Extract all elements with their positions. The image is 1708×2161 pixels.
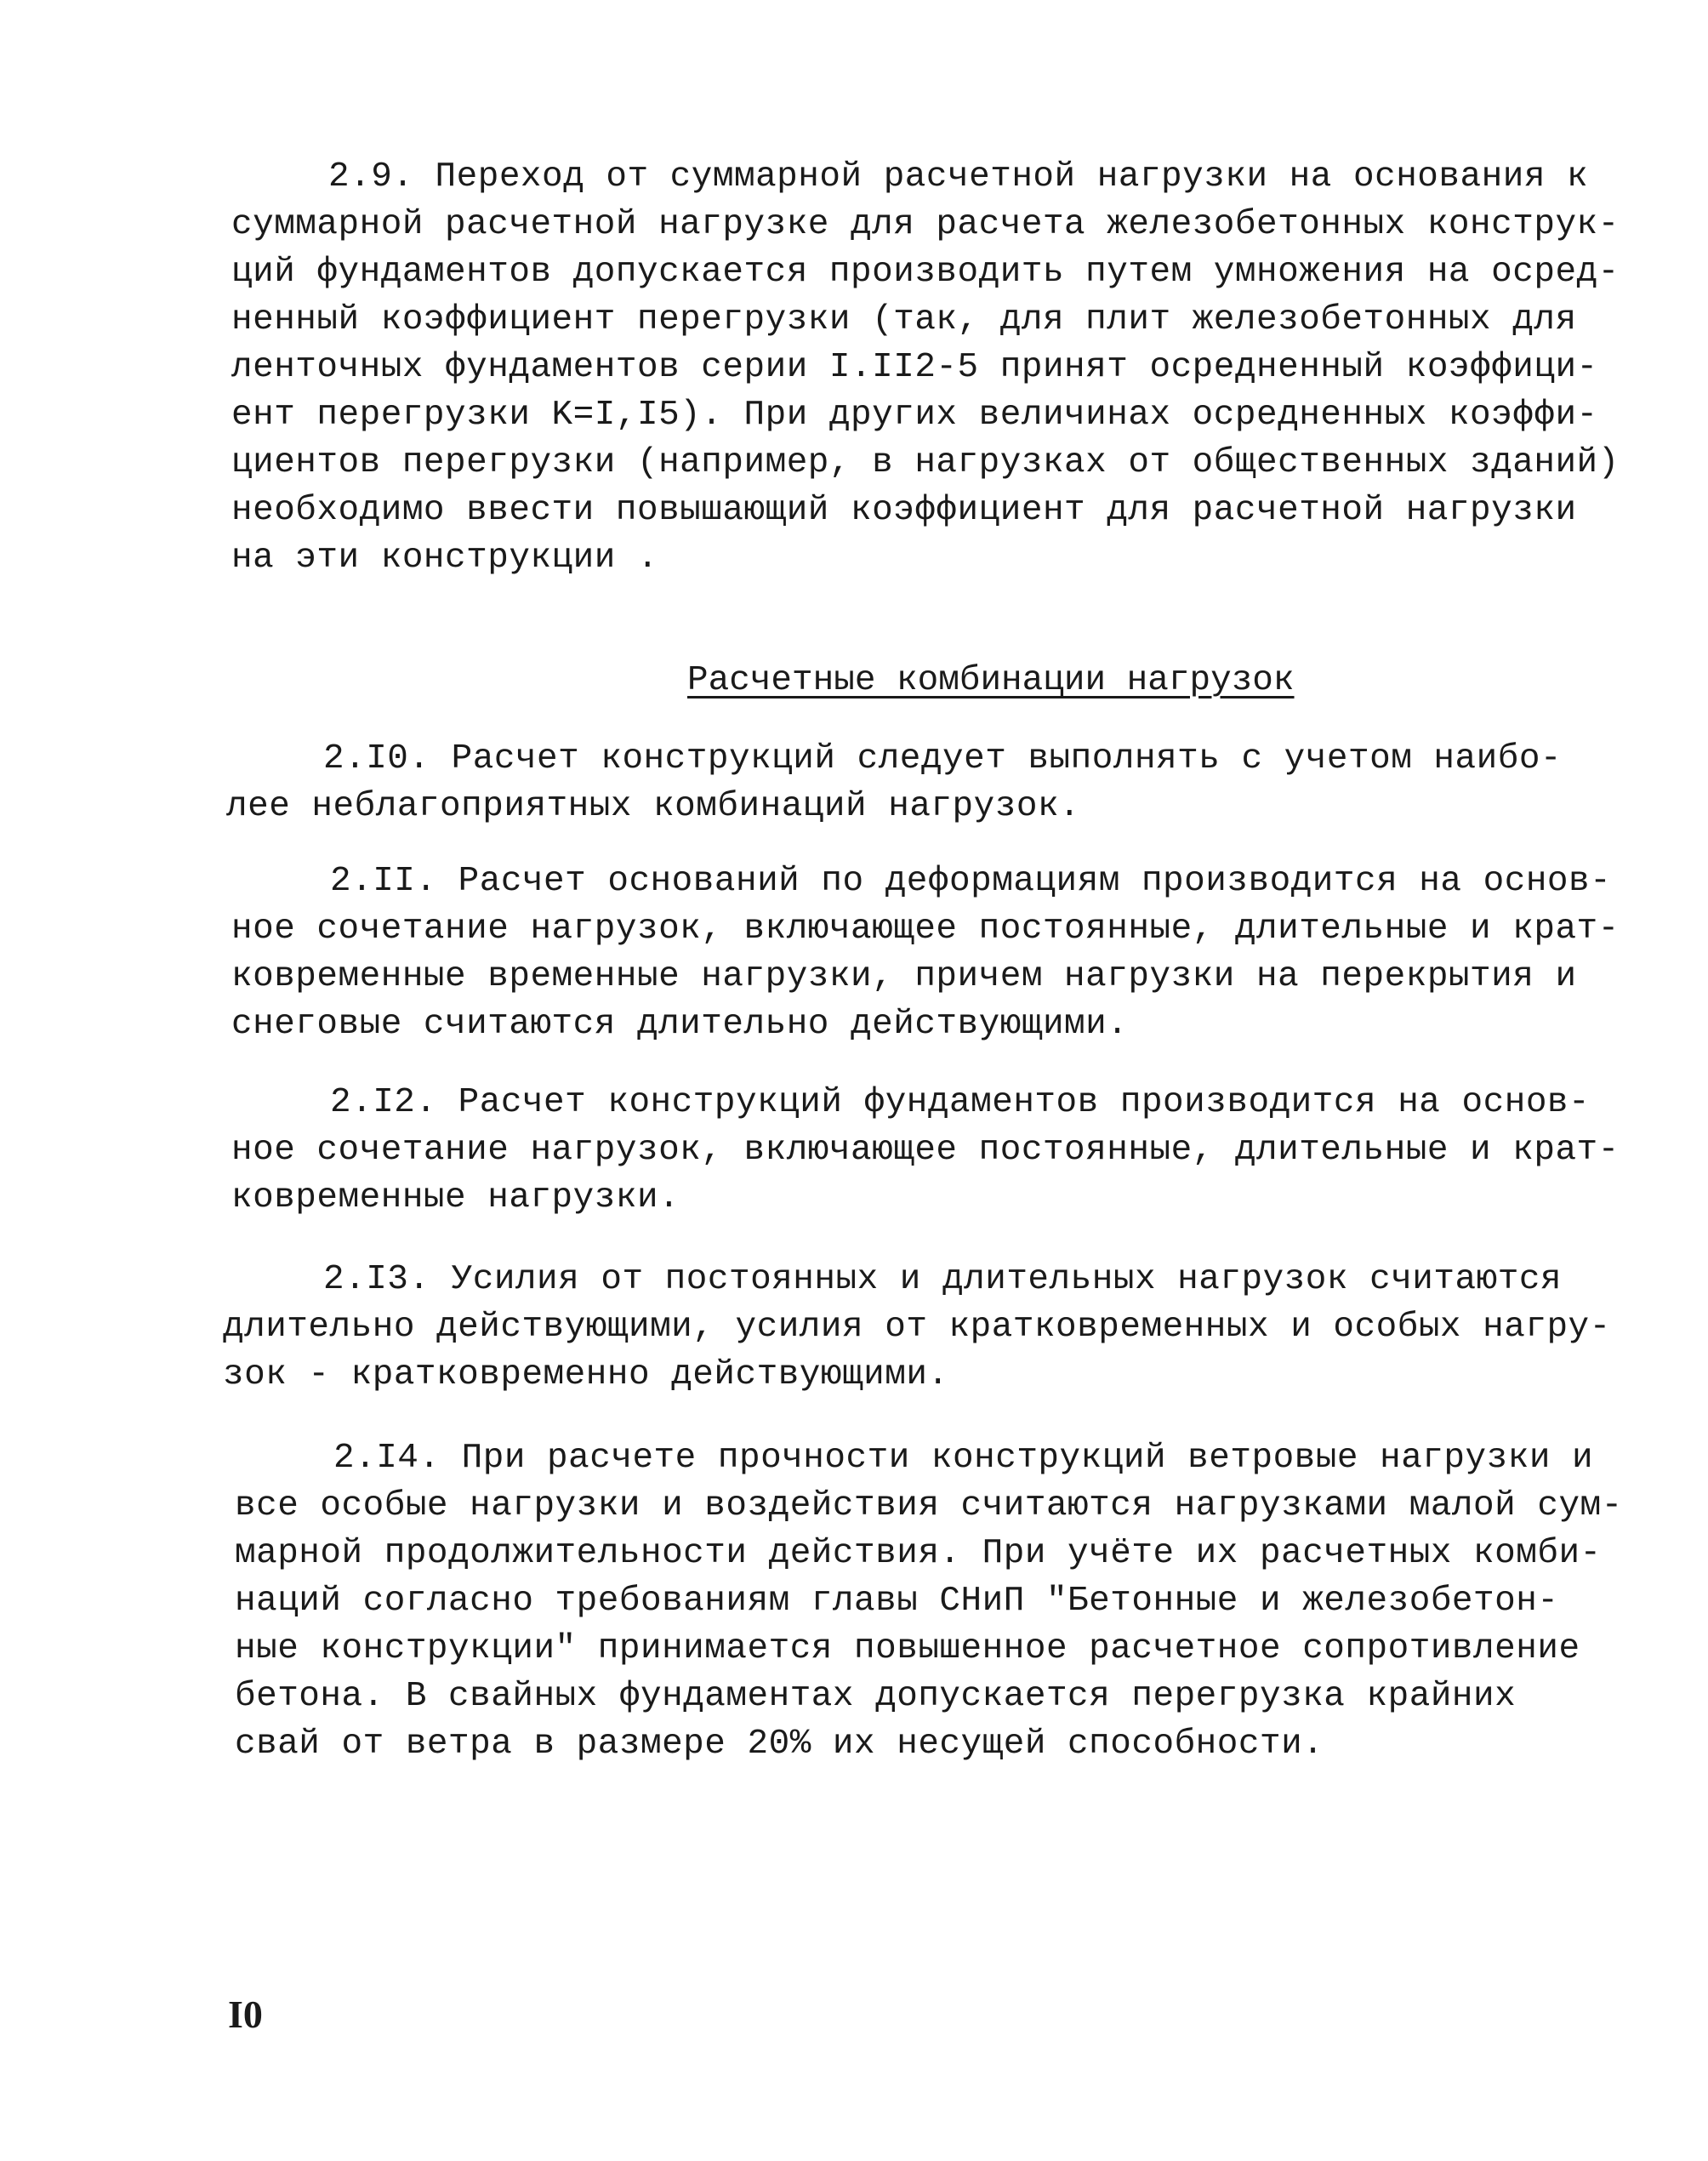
paragraph-line: циентов перегрузки (например, в нагрузках от общественных зданий) [231,443,1620,482]
paragraph-line: ненный коэффициент перегрузки (так, для плит железобетонных для [231,300,1577,339]
paragraph-line: 2.I4. При расчете прочности конструкций ветровые нагрузки и [333,1439,1594,1478]
paragraph-line: ент перегрузки K=I,I5). При других величинах осредненных коэффи- [231,396,1598,435]
paragraph-line: ковременные нагрузки. [231,1178,680,1217]
paragraph-line: 2.I0. Расчет конструкций следует выполнять с учетом наибо- [323,739,1563,778]
paragraph-line: ций фундаментов допускается производить путем умножения на осред- [231,253,1620,292]
paragraph-line: ленточных фундаментов серии I.II2-5 принят осредненный коэффици- [231,348,1598,387]
paragraph-line: 2.II. Расчет оснований по деформациям производится на основ- [330,862,1612,901]
paragraph-line: ное сочетание нагрузок, включающее постоянные, длительные и крат- [231,1131,1620,1170]
paragraph-line: 2.I3. Усилия от постоянных и длительных нагрузок считаются [323,1260,1563,1299]
paragraph-line: необходимо ввести повышающий коэффициент для расчетной нагрузки [231,491,1577,530]
paragraph-line: ковременные временные нагрузки, причем нагрузки на перекрытия и [231,957,1577,996]
paragraph-line: снеговые считаются длительно действующими. [231,1005,1129,1044]
paragraph-line: бетона. В свайных фундаментах допускается перегрузка крайних [235,1677,1517,1716]
page-number: I0 [228,1993,263,2036]
paragraph-line: лее неблагоприятных комбинаций нагрузок. [226,787,1081,826]
paragraph-line: ное сочетание нагрузок, включающее постоянные, длительные и крат- [231,909,1620,949]
paragraph-line: все особые нагрузки и воздействия считаются нагрузками малой сум- [235,1486,1623,1525]
paragraph-line: зок - кратковременно действующими. [223,1355,949,1394]
paragraph-line: на эти конструкции . [231,539,659,578]
paragraph-line: 2.9. Переход от суммарной расчетной нагрузки на основания к [328,157,1589,197]
paragraph-line: длительно действующими, усилия от кратковременных и особых нагру- [223,1308,1611,1347]
paragraph-line: марной продолжительности действия. При учёте их расчетных комби- [235,1534,1602,1573]
paragraph-line: свай от ветра в размере 20% их несущей способности. [235,1725,1324,1764]
paragraph-line: 2.I2. Расчет конструкций фундаментов производится на основ- [330,1083,1591,1122]
paragraph-line: ные конструкции" принимается повышенное расчетное сопротивление [235,1629,1580,1668]
section-heading: Расчетные комбинации нагрузок [687,661,1295,700]
paragraph-line: наций согласно требованиям главы СНиП "Бетонные и железобетон- [235,1582,1559,1621]
paragraph-line: суммарной расчетной нагрузке для расчета железобетонных конструк- [231,205,1620,244]
